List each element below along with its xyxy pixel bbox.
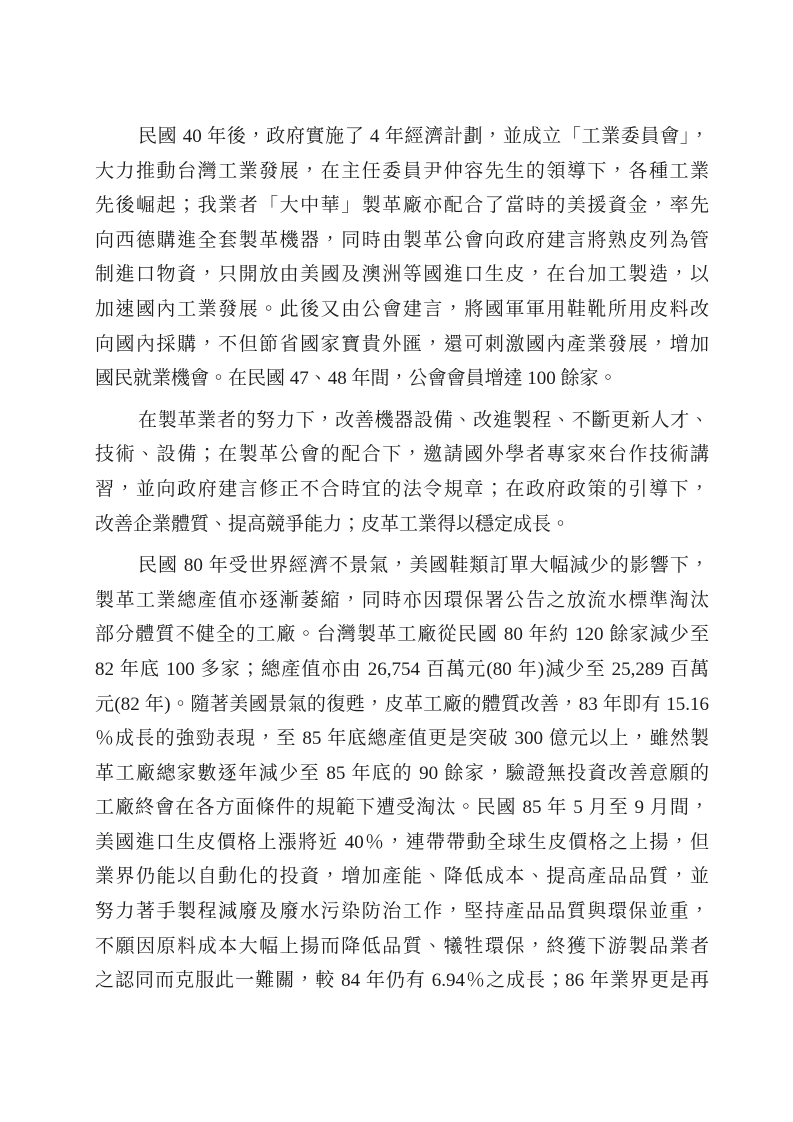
text-line: 之認同而克服此一難關，較 84 年仍有 6.94％之成長；86 年業界更是再: [95, 970, 709, 992]
text-line: 加速國內工業發展。此後又由公會建言，將國軍軍用鞋靴所用皮料改: [95, 298, 709, 320]
text-line: 先後崛起；我業者「大中華」製革廠亦配合了當時的美援資金，率先: [95, 195, 709, 217]
text-line: 民國 80 年受世界經濟不景氣，美國鞋類訂單大幅減少的影響下，: [138, 555, 709, 577]
text-line: 制進口物資，只開放由美國及澳洲等國進口生皮，在台加工製造，以: [95, 264, 709, 286]
text-line: 不願因原料成本大幅上揚而降低品質、犧牲環保，終獲下游製品業者: [95, 935, 709, 957]
text-line: 工廠終會在各方面條件的規範下遭受淘汰。民國 85 年 5 月至 9 月間，: [95, 797, 709, 819]
document-body: [95, 120, 709, 999]
text-line: 在製革業者的努力下，改善機器設備、改進製程、不斷更新人才、: [138, 409, 709, 431]
text-line: 民國 40 年後，政府實施了 4 年經濟計劃，並成立「工業委員會」，: [138, 126, 709, 147]
text-line: 業界仍能以自動化的投資，增加產能、降低成本、提高產品品質，並: [95, 866, 709, 888]
paragraph: [95, 120, 709, 397]
text-line: 元(82 年)。隨著美國景氣的復甦，皮革工廠的體質改善，83 年即有 15.16: [95, 693, 709, 715]
text-line: ％成長的強勁表現，至 85 年底總產值更是突破 300 億元以上，雖然製: [95, 728, 709, 750]
text-line: 習，並向政府建言修正不合時宜的法令規章；在政府政策的引導下，: [95, 478, 709, 500]
text-line: 革工廠總家數逐年減少至 85 年底的 90 餘家，驗證無投資改善意願的: [95, 762, 709, 784]
text-line: 努力著手製程減廢及廢水污染防治工作，堅持產品品質與環保並重，: [95, 901, 709, 923]
paragraph: [95, 549, 709, 999]
text-line: 向西德購進全套製革機器，同時由製革公會向政府建言將熟皮列為管: [95, 229, 709, 251]
text-line: 國民就業機會。在民國 47、48 年間，公會會員增達 100 餘家。: [95, 368, 618, 390]
text-line: 製革工業總產值亦逐漸萎縮，同時亦因環保署公告之放流水標準淘汰: [95, 589, 709, 611]
text-line: 向國內採購，不但節省國家寶貴外匯，還可刺激國內產業發展，增加: [95, 333, 709, 355]
text-line: 82 年底 100 多家；總產值亦由 26,754 百萬元(80 年)減少至 25,289 百萬: [95, 658, 709, 680]
text-line: 技術、設備；在製革公會的配合下，邀請國外學者專家來台作技術講: [95, 444, 709, 466]
text-line: 改善企業體質、提高競爭能力；皮革工業得以穩定成長。: [95, 513, 571, 535]
paragraph: [95, 404, 709, 542]
text-line: 美國進口生皮價格上漲將近 40％，連帶帶動全球生皮價格之上揚，但: [95, 831, 709, 853]
text-line: 部分體質不健全的工廠。台灣製革工廠從民國 80 年約 120 餘家減少至: [95, 624, 709, 646]
text-line: 大力推動台灣工業發展，在主任委員尹仲容先生的領導下，各種工業: [95, 160, 709, 182]
